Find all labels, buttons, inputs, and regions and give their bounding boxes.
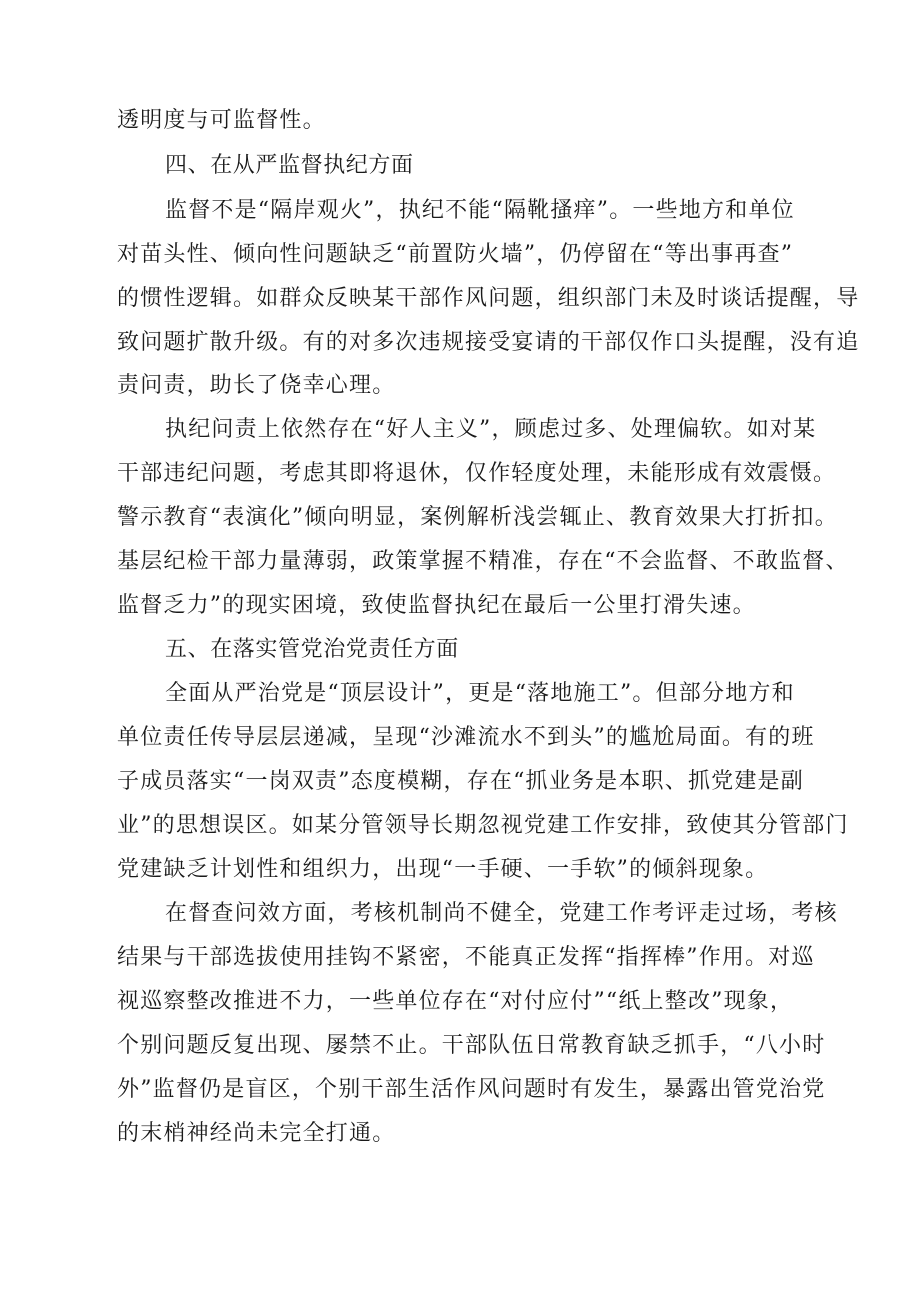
s5-p1-line-5: 党建缺乏计划性和组织力，出现“一手硬、一手软”的倾斜现象。 xyxy=(117,857,769,882)
s5-p2-line-6: 的末梢神经尚未完全打通。 xyxy=(117,1121,396,1146)
s5-p2-line-1: 在督查问效方面，考核机制尚不健全，党建工作考评走过场，考核 xyxy=(165,901,838,926)
s4-p1-line-5: 责问责，助长了侥幸心理。 xyxy=(117,373,396,398)
s5-p1-line-4: 业”的思想误区。如某分管领导长期忽视党建工作安排，致使其分管部门 xyxy=(117,813,849,838)
s5-p1-line-1: 全面从严治党是“顶层设计”，更是“落地施工”。但部分地方和 xyxy=(165,681,795,706)
s4-p2-line-4: 基层纪检干部力量薄弱，政策掌握不精准，存在“不会监督、不敢监督、 xyxy=(117,549,849,574)
s4-p1-line-1: 监督不是“隔岸观火”，执纪不能“隔靴搔痒”。一些地方和单位 xyxy=(165,198,795,223)
s4-p1-line-4: 致问题扩散升级。有的对多次违规接受宴请的干部仅作口头提醒，没有追 xyxy=(117,330,860,355)
section-4-heading: 四、在从严监督执纪方面 xyxy=(165,153,414,178)
intro-tail-line: 透明度与可监督性。 xyxy=(117,108,326,133)
s4-p2-line-5: 监督乏力”的现实困境，致使监督执纪在最后一公里打滑失速。 xyxy=(117,593,756,618)
s4-p1-line-2: 对苗头性、倾向性问题缺乏“前置防火墙”，仍停留在“等出事再查” xyxy=(117,242,794,267)
s4-p1-line-3: 的惯性逻辑。如群众反映某干部作风问题，组织部门未及时谈话提醒，导 xyxy=(117,286,860,311)
s5-p2-line-5: 外”监督仍是盲区，个别干部生活作风问题时有发生，暴露出管党治党 xyxy=(117,1077,826,1102)
s4-p2-line-1: 执纪问责上依然存在“好人主义”，顾虑过多、处理偏软。如对某 xyxy=(165,417,817,442)
s5-p2-line-3: 视巡察整改推进不力，一些单位存在“对付应付”“纸上整改”现象， xyxy=(117,989,794,1014)
section-5-heading: 五、在落实管党治党责任方面 xyxy=(165,637,459,662)
s4-p2-line-3: 警示教育“表演化”倾向明显，案例解析浅尝辄止、教育效果大打折扣。 xyxy=(117,505,838,530)
s4-p2-line-2: 干部违纪问题，考虑其即将退休，仅作轻度处理，未能形成有效震慑。 xyxy=(117,461,837,486)
s5-p2-line-2: 结果与干部选拔使用挂钩不紧密，不能真正发挥“指挥棒”作用。对巡 xyxy=(117,945,815,970)
s5-p1-line-2: 单位责任传导层层递减，呈现“沙滩流水不到头”的尴尬局面。有的班 xyxy=(117,725,815,750)
s5-p1-line-3: 子成员落实“一岗双责”态度模糊，存在“抓业务是本职、抓党建是副 xyxy=(117,769,804,794)
s5-p2-line-4: 个别问题反复出现、屡禁不止。干部队伍日常教育缺乏抓手，“八小时 xyxy=(117,1033,826,1058)
